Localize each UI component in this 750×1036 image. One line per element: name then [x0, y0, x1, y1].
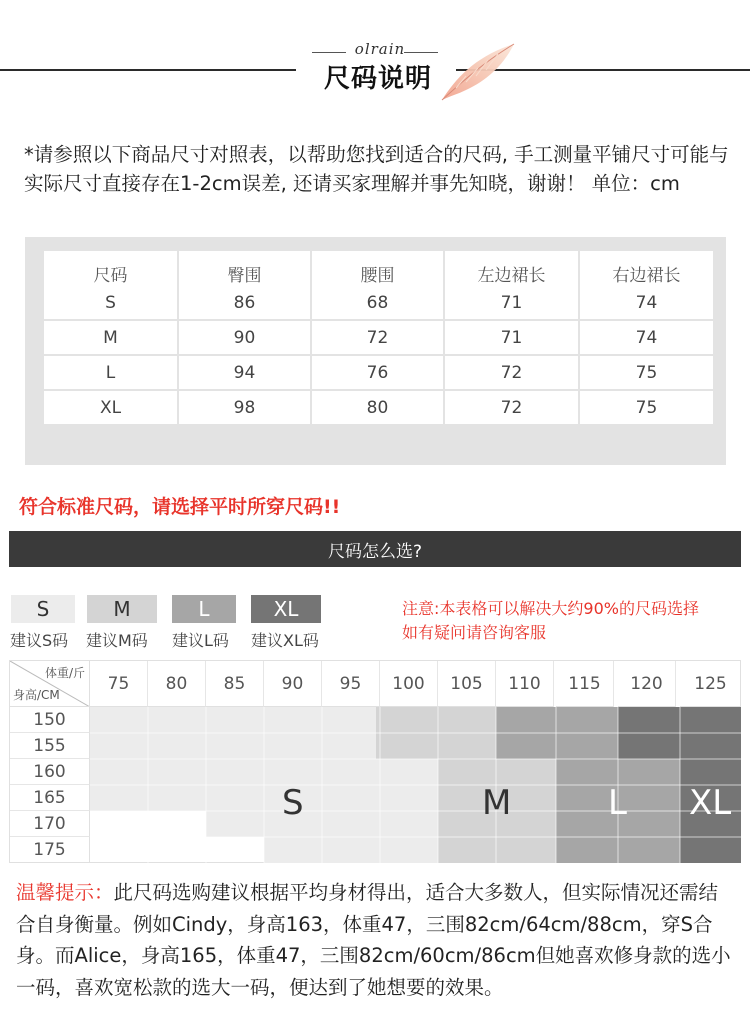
- table-cell: 94: [179, 356, 310, 389]
- grid-weight-header: 115: [556, 661, 614, 707]
- legend-box-s: [11, 595, 75, 623]
- feather-icon: [436, 38, 520, 104]
- legend-label-xl: 建议XL码: [251, 631, 319, 650]
- grid-weight-header: 80: [148, 661, 206, 707]
- grid-weight-header: 85: [206, 661, 264, 707]
- zone-label-xl: XL: [689, 783, 732, 823]
- tips-text: [16, 877, 734, 1003]
- table-cell: 98: [179, 391, 310, 424]
- table-cell: 80: [312, 391, 443, 424]
- grid-weight-header: 110: [496, 661, 554, 707]
- note-line-1: 注意:本表格可以解决大约90%的尺码选择: [402, 599, 699, 618]
- table-header-size: 尺码: [44, 251, 177, 296]
- table-cell: 74: [580, 321, 713, 354]
- grid-weight-header: 125: [680, 661, 741, 707]
- table-cell: 71: [445, 321, 578, 354]
- legend-box-l: [172, 595, 236, 623]
- table-header-left-length: 左边裙长: [445, 251, 578, 296]
- grid-weight-label: 体重/斤: [44, 666, 85, 680]
- grid-weight-header: 120: [618, 661, 676, 707]
- tips-body: 此尺码选购建议根据平均身材得出，适合大多数人，但实际情况还需结合自身衡量。例如Cindy，身高163，体重47，三围82cm/64cm/88cm，穿S合身。而Alice，身高165，体重47，三围82cm/60cm/86cm但她喜欢修身款的选小一码，喜欢宽松款的选大一码，便达到了她想要的效果。: [16, 881, 731, 999]
- size-recommendation-grid: [9, 660, 741, 863]
- table-cell: 72: [445, 356, 578, 389]
- legend-size-s: S: [36, 597, 50, 621]
- grid-height-header: 150: [10, 707, 90, 733]
- brand-logo-text: olrain: [354, 40, 406, 58]
- zone-l: [496, 707, 618, 759]
- table-cell: 72: [312, 321, 443, 354]
- grid-weight-header: 75: [90, 661, 148, 707]
- grid-weight-header: 100: [380, 661, 438, 707]
- grid-weight-header: 95: [322, 661, 380, 707]
- table-cell: 90: [179, 321, 310, 354]
- table-header-hip: 臀围: [179, 251, 310, 296]
- table-cell: 71: [445, 286, 578, 319]
- page-title: 尺码说明: [323, 64, 432, 94]
- table-cell: S: [44, 286, 177, 319]
- table-cell: 68: [312, 286, 443, 319]
- section-bar: [9, 531, 741, 567]
- legend-box-m: [87, 595, 157, 623]
- legend-size-m: M: [113, 597, 131, 621]
- legend-size-l: L: [198, 597, 210, 621]
- size-table: [25, 237, 726, 465]
- table-cell: 86: [179, 286, 310, 319]
- zone-s: [90, 707, 376, 811]
- table-cell: 72: [445, 391, 578, 424]
- note-line-2: 如有疑问请咨询客服: [402, 623, 547, 642]
- size-note: [402, 597, 699, 645]
- table-cell: 75: [580, 391, 713, 424]
- grid-height-header: 165: [10, 785, 90, 811]
- table-cell: 76: [312, 356, 443, 389]
- zone-xl: [618, 707, 741, 759]
- legend-label-m: 建议M码: [86, 631, 148, 650]
- zone-label-s: S: [282, 783, 304, 823]
- zone-m: [376, 707, 496, 759]
- table-header-right-length: 右边裙长: [580, 251, 713, 296]
- grid-height-header: 170: [10, 811, 90, 837]
- grid-weight-header: 105: [438, 661, 496, 707]
- legend-label-s: 建议S码: [10, 631, 69, 650]
- legend-label-l: 建议L码: [172, 631, 229, 650]
- grid-height-header: 175: [10, 837, 90, 863]
- intro-text: *请参照以下商品尺寸对照表，以帮助您找到适合的尺码, 手工测量平铺尺寸可能与实际尺寸直接存在1-2cm误差, 还请买家理解并事先知晓，谢谢！ 单位：cm: [24, 143, 729, 195]
- zone-s: [376, 759, 438, 863]
- grid-height-header: 155: [10, 733, 90, 759]
- table-cell: 75: [580, 356, 713, 389]
- table-header-waist: 腰围: [312, 251, 443, 296]
- grid-height-label: 身高/CM: [13, 688, 60, 702]
- zone-s: [264, 837, 376, 863]
- table-cell: 74: [580, 286, 713, 319]
- zone-label-m: M: [482, 783, 512, 823]
- tips-label: 温馨提示：: [16, 881, 114, 904]
- grid-weight-header: 90: [264, 661, 322, 707]
- table-cell: M: [44, 321, 177, 354]
- table-cell: XL: [44, 391, 177, 424]
- header-divider-left: [0, 69, 296, 71]
- legend-box-xl: [251, 595, 321, 623]
- section-bar-title: 尺码怎么选?: [327, 541, 423, 562]
- legend-size-xl: XL: [273, 597, 299, 621]
- grid-height-header: 160: [10, 759, 90, 785]
- table-cell: L: [44, 356, 177, 389]
- grid-corner: [10, 661, 90, 707]
- zone-label-l: L: [608, 783, 627, 823]
- size-slogan: 符合标准尺码，请选择平时所穿尺码!!: [19, 496, 341, 518]
